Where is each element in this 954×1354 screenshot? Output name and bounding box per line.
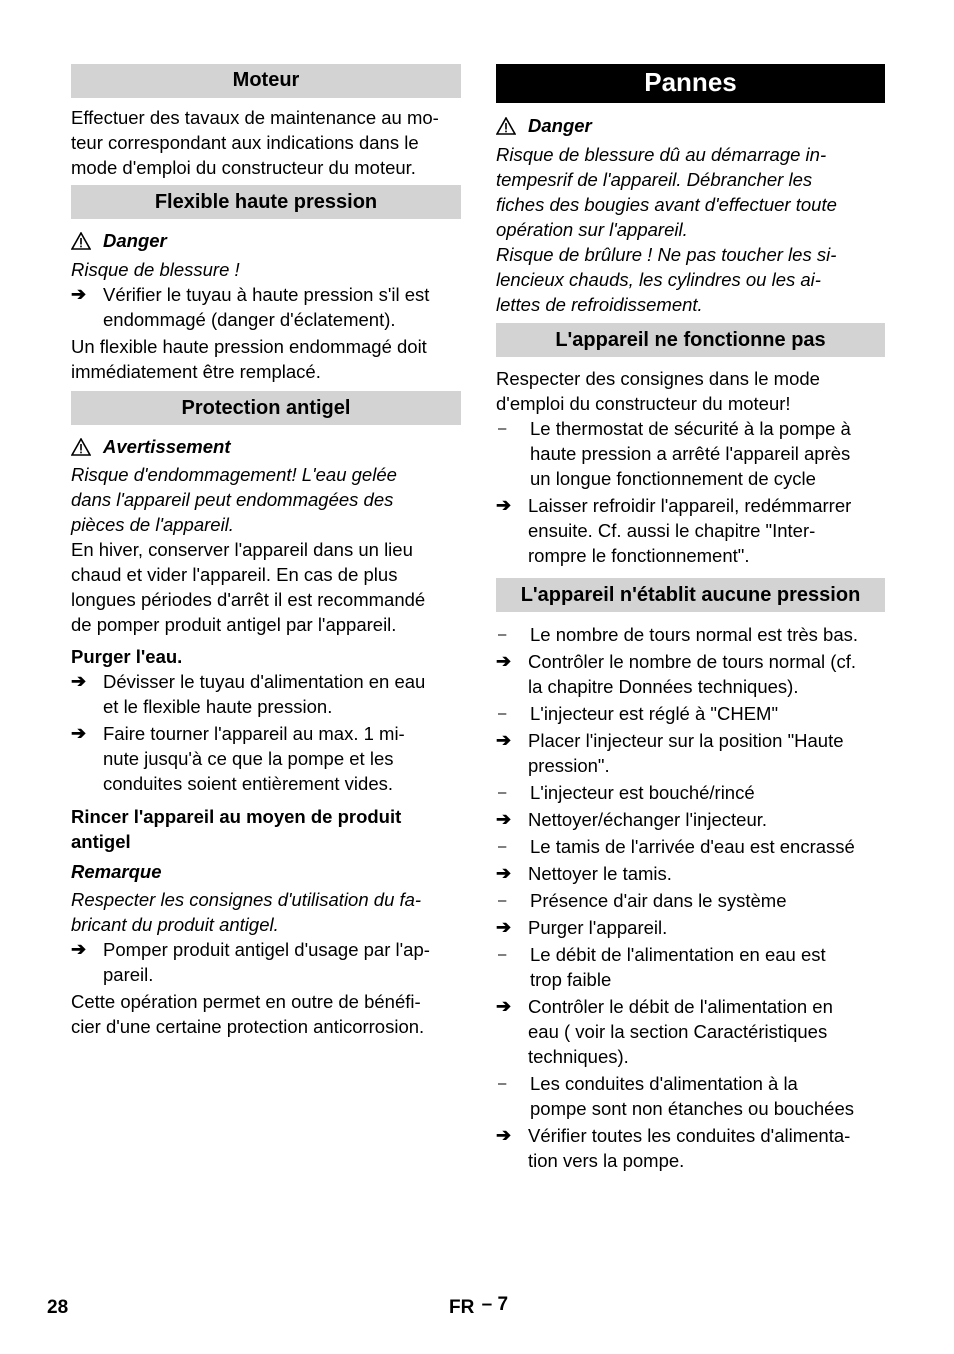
right-column: [496, 64, 885, 1175]
cause-item: – L'injecteur est réglé à "CHEM": [498, 703, 779, 724]
ne-fonctionne-list: [496, 416, 885, 568]
arrow-icon: ➔: [496, 651, 512, 671]
arrow-icon: ➔: [71, 284, 87, 304]
step-item: ➔ Dévisser le tuyau d'alimentation en eau et le flexible haute pression.: [71, 671, 426, 717]
dash-icon: –: [498, 420, 507, 437]
warning-text: Risque de blessure dû au démarrage in- tempesrif de l'appareil. Débrancher les fiches des bougies avant d'effectuer toute opération sur l'appareil. Risque de brûlure ! Ne pas toucher les si- lencieux chauds, les cylindres ou les ai- lettes de refroidissement.: [496, 144, 837, 315]
section-heading-antigel: Protection antigel: [71, 391, 461, 425]
action-item: ➔ Contrôler le débit de l'alimentation en eau ( voir la section Caractéristiques techniques).: [496, 996, 833, 1067]
step-item: ➔ Vérifier le tuyau à haute pression s'il est endommagé (danger d'éclatement).: [71, 284, 430, 330]
arrow-icon: ➔: [496, 1125, 512, 1145]
rincer-title: Rincer l'appareil au moyen de produit antigel: [71, 806, 402, 852]
warning-label: Danger: [103, 230, 167, 251]
arrow-icon: ➔: [496, 495, 512, 515]
section-heading-ne-fonctionne: L'appareil ne fonctionne pas: [496, 323, 885, 357]
cause-item: – Présence d'air dans le système: [498, 890, 787, 911]
ne-fonctionne-intro: Respecter des consignes dans le mode d'emploi du constructeur du moteur!: [496, 368, 820, 414]
dash-icon: –: [498, 705, 507, 722]
aucune-pression-list: [496, 622, 885, 1173]
section-heading-moteur: Moteur: [71, 64, 461, 98]
warning-avertissement: [71, 434, 461, 459]
cause-item: – Le nombre de tours normal est très bas.: [498, 624, 859, 645]
action-item: ➔ Placer l'injecteur sur la position "Haute pression".: [496, 730, 844, 776]
cause-item: – Le tamis de l'arrivée d'eau est encrassé: [498, 836, 855, 857]
warning-text: Risque d'endommagement! L'eau gelée dans l'appareil peut endommagées des pièces de l'appareil.: [71, 464, 397, 535]
left-column: [71, 64, 461, 1039]
arrow-icon: ➔: [496, 917, 512, 937]
warning-triangle-icon: [71, 438, 91, 456]
arrow-icon: ➔: [71, 723, 87, 743]
dash-icon: –: [498, 946, 507, 963]
action-item: ➔ Nettoyer le tamis.: [496, 863, 672, 884]
chapter-title: Pannes: [496, 64, 885, 103]
arrow-icon: ➔: [496, 863, 512, 883]
cause-item: – L'injecteur est bouché/rincé: [498, 782, 755, 803]
flexible-note: Un flexible haute pression endommagé doit immédiatement être remplacé.: [71, 336, 427, 382]
remarque-text: Respecter les consignes d'utilisation du fa- bricant du produit antigel.: [71, 889, 422, 935]
arrow-icon: ➔: [496, 730, 512, 750]
warning-label: Avertissement: [103, 436, 231, 457]
remarque-label: Remarque: [71, 861, 162, 882]
warning-triangle-icon: [71, 232, 91, 250]
arrow-icon: ➔: [71, 939, 87, 959]
warning-danger: [496, 113, 885, 138]
cause-item: – Les conduites d'alimentation à la pompe sont non étanches ou bouchées: [498, 1073, 854, 1119]
dash-icon: –: [498, 1075, 507, 1092]
arrow-icon: ➔: [496, 996, 512, 1016]
action-item: ➔ Vérifier toutes les conduites d'alimenta- tion vers la pompe.: [496, 1125, 851, 1171]
cause-item: – Le débit de l'alimentation en eau est trop faible: [498, 944, 826, 990]
moteur-text: Effectuer des tavaux de maintenance au mo- teur correspondant aux indications dans le mode d'emploi du constructeur du moteur.: [71, 107, 439, 178]
warning-text: Risque de blessure !: [71, 259, 240, 280]
page-number: 28: [47, 1297, 69, 1318]
warning-danger: [71, 228, 461, 253]
action-item: ➔ Contrôler le nombre de tours normal (cf. la chapitre Données techniques).: [496, 651, 856, 697]
dash-icon: –: [498, 892, 507, 909]
cause-item: – Le thermostat de sécurité à la pompe à haute pression a arrêté l'appareil après un longue fonctionnement de cycle: [498, 418, 851, 489]
action-item: ➔ Laisser refroidir l'appareil, redémmarrer ensuite. Cf. aussi le chapitre "Inter- rompre le fonctionnement".: [496, 495, 852, 566]
action-item: ➔ Purger l'appareil.: [496, 917, 668, 938]
closing-text: Cette opération permet en outre de bénéfi- cier d'une certaine protection anticorrosion.: [71, 991, 425, 1037]
dash-icon: –: [498, 838, 507, 855]
purger-title: Purger l'eau.: [71, 646, 183, 667]
action-item: ➔ Nettoyer/échanger l'injecteur.: [496, 809, 768, 830]
dash-icon: –: [498, 626, 507, 643]
step-item: ➔ Faire tourner l'appareil au max. 1 mi- nute jusqu'à ce que la pompe et les conduites soient entièrement vides.: [71, 723, 405, 794]
dash-icon: –: [498, 784, 507, 801]
warning-label: Danger: [528, 115, 592, 136]
arrow-icon: ➔: [71, 671, 87, 691]
section-heading-flexible: Flexible haute pression: [71, 185, 461, 219]
arrow-icon: ➔: [496, 809, 512, 829]
step-item: ➔ Pomper produit antigel d'usage par l'ap- pareil.: [71, 939, 430, 985]
antigel-text: En hiver, conserver l'appareil dans un lieu chaud et vider l'appareil. En cas de plus longues périodes d'arrêt il est recommandé de pomper produit antigel par l'appareil.: [71, 539, 426, 635]
footer-lang: FR – 7: [449, 1294, 509, 1318]
section-heading-aucune-pression: L'appareil n'établit aucune pression: [496, 578, 885, 612]
warning-triangle-icon: [496, 117, 516, 135]
